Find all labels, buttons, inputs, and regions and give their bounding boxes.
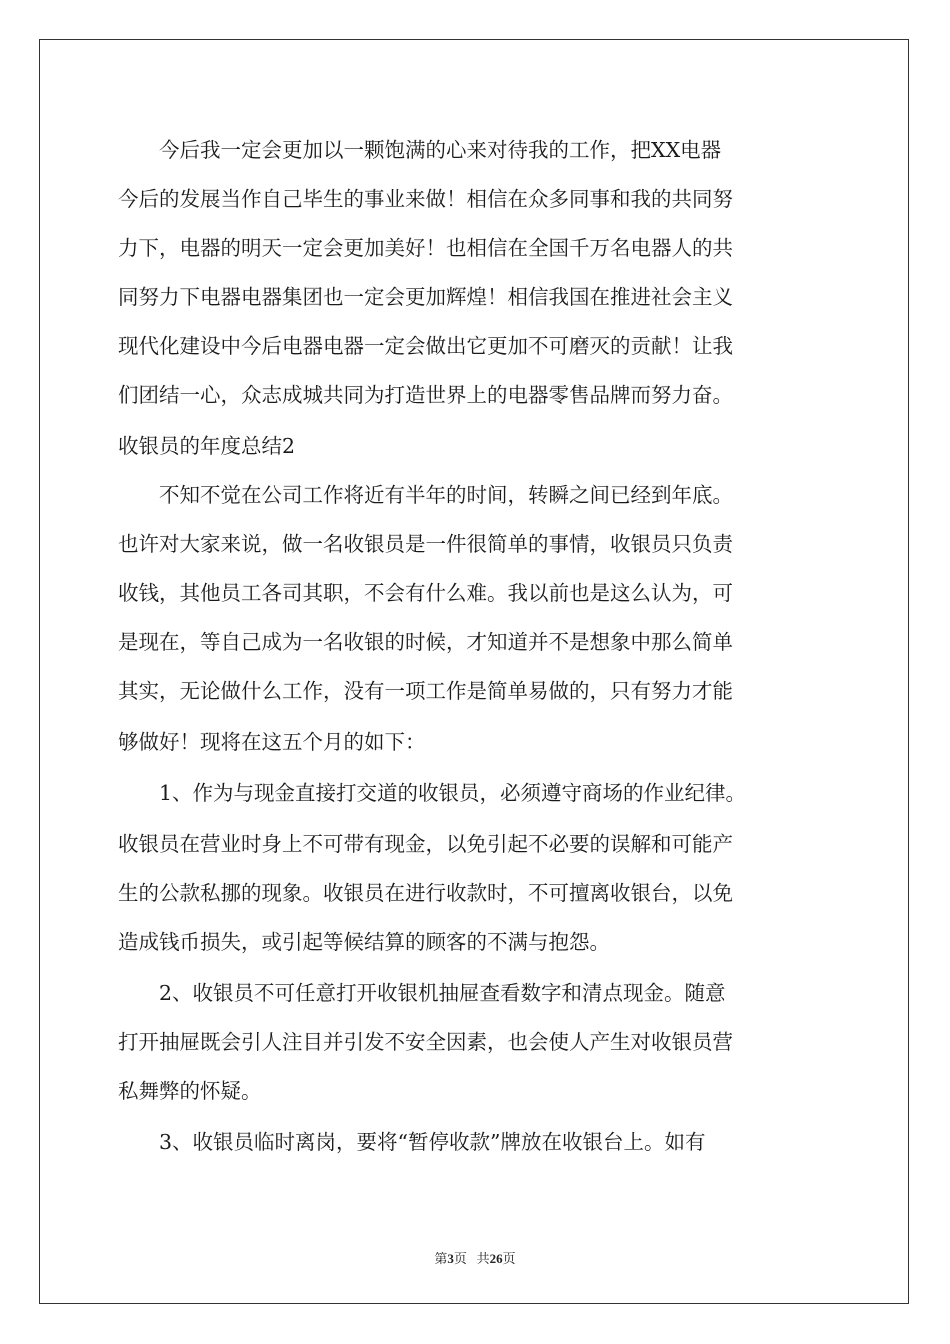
text-line: 今后的发展当作自己毕生的事业来做！相信在众多同事和我的共同努 — [118, 187, 733, 211]
page-number: 3 — [447, 1251, 454, 1266]
total-prefix: 共 — [476, 1251, 490, 1266]
page-prefix: 第 — [434, 1251, 448, 1266]
text-line: 不知不觉在公司工作将近有半年的时间，转瞬之间已经到年底。 — [118, 483, 733, 507]
text-line: 私舞弊的怀疑。 — [118, 1079, 262, 1103]
text-line: 3、收银员临时离岗，要将“暂停收款”牌放在收银台上。如有 — [118, 1130, 706, 1154]
text-line: 同努力下电器电器集团也一定会更加辉煌！相信我国在推进社会主义 — [118, 285, 733, 309]
text-line: 1、作为与现金直接打交道的收银员，必须遵守商场的作业纪律。 — [118, 781, 747, 805]
total-suffix: 页 — [502, 1251, 516, 1266]
text-line: 现代化建设中今后电器电器一定会做出它更加不可磨灭的贡献！让我 — [118, 334, 733, 358]
text-line: 今后我一定会更加以一颗饱满的心来对待我的工作，把XX电器 — [118, 138, 722, 162]
text-line: 2、收银员不可任意打开收银机抽屉查看数字和清点现金。随意 — [118, 981, 726, 1005]
text-line: 收钱，其他员工各司其职，不会有什么难。我以前也是这么认为，可 — [118, 581, 733, 605]
text-line: 造成钱币损失，或引起等候结算的顾客的不满与抱怨。 — [118, 930, 610, 954]
text-line: 们团结一心，众志成城共同为打造世界上的电器零售品牌而努力奋。 — [118, 383, 733, 407]
text-line: 收银员在营业时身上不可带有现金，以免引起不必要的误解和可能产 — [118, 832, 733, 856]
page-total: 26 — [489, 1251, 503, 1266]
text-line: 其实，无论做什么工作，没有一项工作是简单易做的，只有努力才能 — [118, 679, 733, 703]
page-frame — [39, 39, 909, 1304]
text-line: 也许对大家来说，做一名收银员是一件很简单的事情，收银员只负责 — [118, 532, 733, 556]
page-suffix: 页 — [453, 1251, 467, 1266]
section-heading: 收银员的年度总结2 — [118, 434, 296, 458]
text-line: 生的公款私挪的现象。收银员在进行收款时，不可擅离收银台，以免 — [118, 881, 733, 905]
page-footer — [0, 1248, 950, 1267]
text-line: 是现在，等自己成为一名收银的时候，才知道并不是想象中那么简单 — [118, 630, 733, 654]
text-line: 够做好！现将在这五个月的如下： — [118, 730, 426, 754]
text-line: 打开抽屉既会引人注目并引发不安全因素，也会使人产生对收银员营 — [118, 1030, 733, 1054]
text-line: 力下，电器的明天一定会更加美好！也相信在全国千万名电器人的共 — [118, 236, 733, 260]
